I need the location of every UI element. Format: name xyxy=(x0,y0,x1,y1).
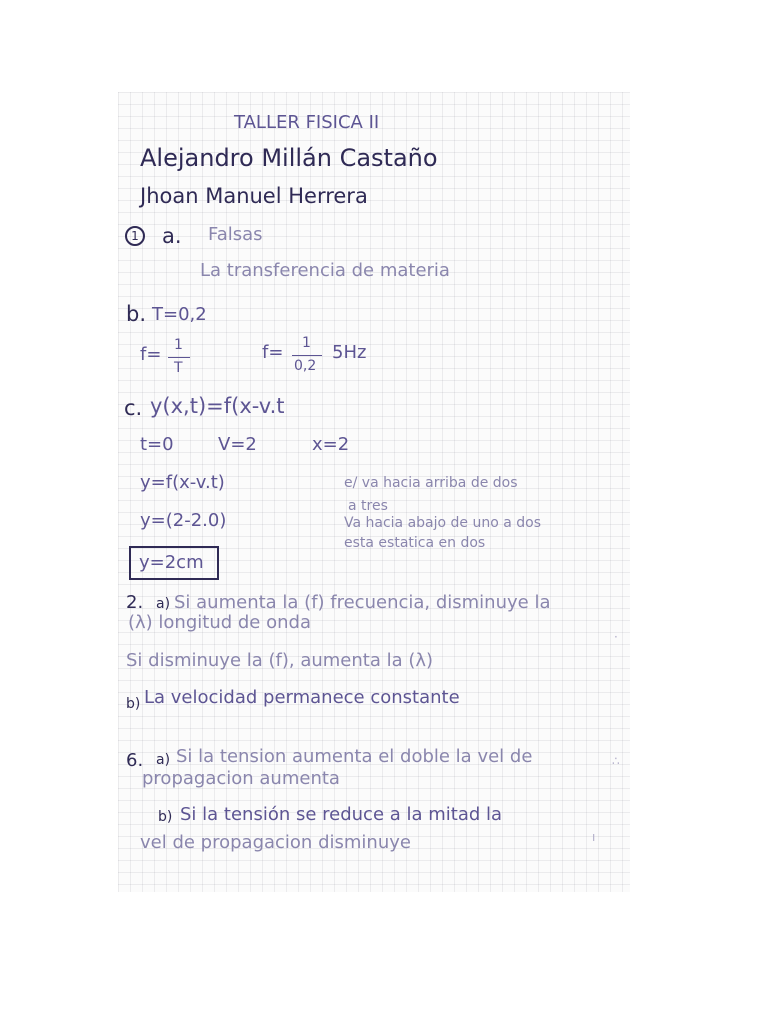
q1-b-fraction xyxy=(168,338,190,378)
q1-c-note-3: Va hacia abajo de uno a dos xyxy=(344,515,542,531)
q1-c-note-4: esta estatica en dos xyxy=(344,535,486,551)
fraction-denominator: 0,2 xyxy=(294,358,317,374)
q1-a-note: La transferencia de materia xyxy=(200,260,450,281)
q2-a-label: a) xyxy=(156,596,171,612)
fraction-numerator: 1 xyxy=(174,337,183,353)
q2-a-line-1: Si aumenta la (f) frecuencia, disminuye la xyxy=(174,592,551,613)
question-1-number: 1 xyxy=(125,226,145,246)
stray-tick: ı xyxy=(592,830,596,844)
fraction-numerator: 1 xyxy=(302,335,311,351)
q1-b-result: 5Hz xyxy=(332,342,367,363)
q2-b-line: La velocidad permanece constante xyxy=(144,687,460,708)
stray-dot: · xyxy=(614,630,618,644)
q3-a-line-2: propagacion aumenta xyxy=(142,768,340,789)
q1-c-result: y=2cm xyxy=(139,552,204,573)
q1-c-v-value: V=2 xyxy=(218,434,257,455)
q3-a-line-1: Si la tension aumenta el doble la vel de xyxy=(176,746,533,767)
q2-a-line-3: Si disminuye la (f), aumenta la (λ) xyxy=(126,650,434,671)
q1-b-fraction-2 xyxy=(292,336,322,376)
q1-c-equation-3: y=(2-2.0) xyxy=(140,510,227,531)
q1-a-label: a. xyxy=(162,224,182,248)
q1-a-answer: Falsas xyxy=(208,224,263,245)
author-name-2: Jhoan Manuel Herrera xyxy=(140,184,368,208)
q1-b-formula2-lhs: f= xyxy=(262,342,284,363)
fraction-denominator: T xyxy=(174,360,183,376)
q1-c-equation: y(x,t)=f(x-v.t xyxy=(150,394,285,418)
worksheet-title: TALLER FISICA II xyxy=(234,112,380,133)
q1-c-t-value: t=0 xyxy=(140,434,174,455)
q3-b-label: b) xyxy=(158,809,173,825)
author-name-1: Alejandro Millán Castaño xyxy=(140,144,438,172)
q1-c-note-1: e/ va hacia arriba de dos xyxy=(344,475,518,491)
question-2-number: 2. xyxy=(126,592,144,613)
q1-c-equation-2: y=f(x-v.t) xyxy=(140,472,225,493)
q1-c-note-2: a tres xyxy=(348,498,388,514)
q1-b-label: b. xyxy=(126,302,147,326)
question-6-number: 6. xyxy=(126,750,144,771)
q1-b-given: T=0,2 xyxy=(152,304,207,325)
q1-b-formula-lhs: f= xyxy=(140,344,162,365)
q2-a-line-2: (λ) longitud de onda xyxy=(128,612,311,633)
stray-dots: ∴ xyxy=(612,754,620,768)
q3-b-line-2: vel de propagacion disminuye xyxy=(140,832,411,853)
q2-b-label: b) xyxy=(126,696,141,712)
q1-c-x-value: x=2 xyxy=(312,434,350,455)
q3-a-label: a) xyxy=(156,752,171,768)
fraction-bar xyxy=(292,355,322,356)
q1-c-label: c. xyxy=(124,396,143,420)
q3-b-line-1: Si la tensión se reduce a la mitad la xyxy=(180,804,503,825)
fraction-bar xyxy=(168,357,190,358)
